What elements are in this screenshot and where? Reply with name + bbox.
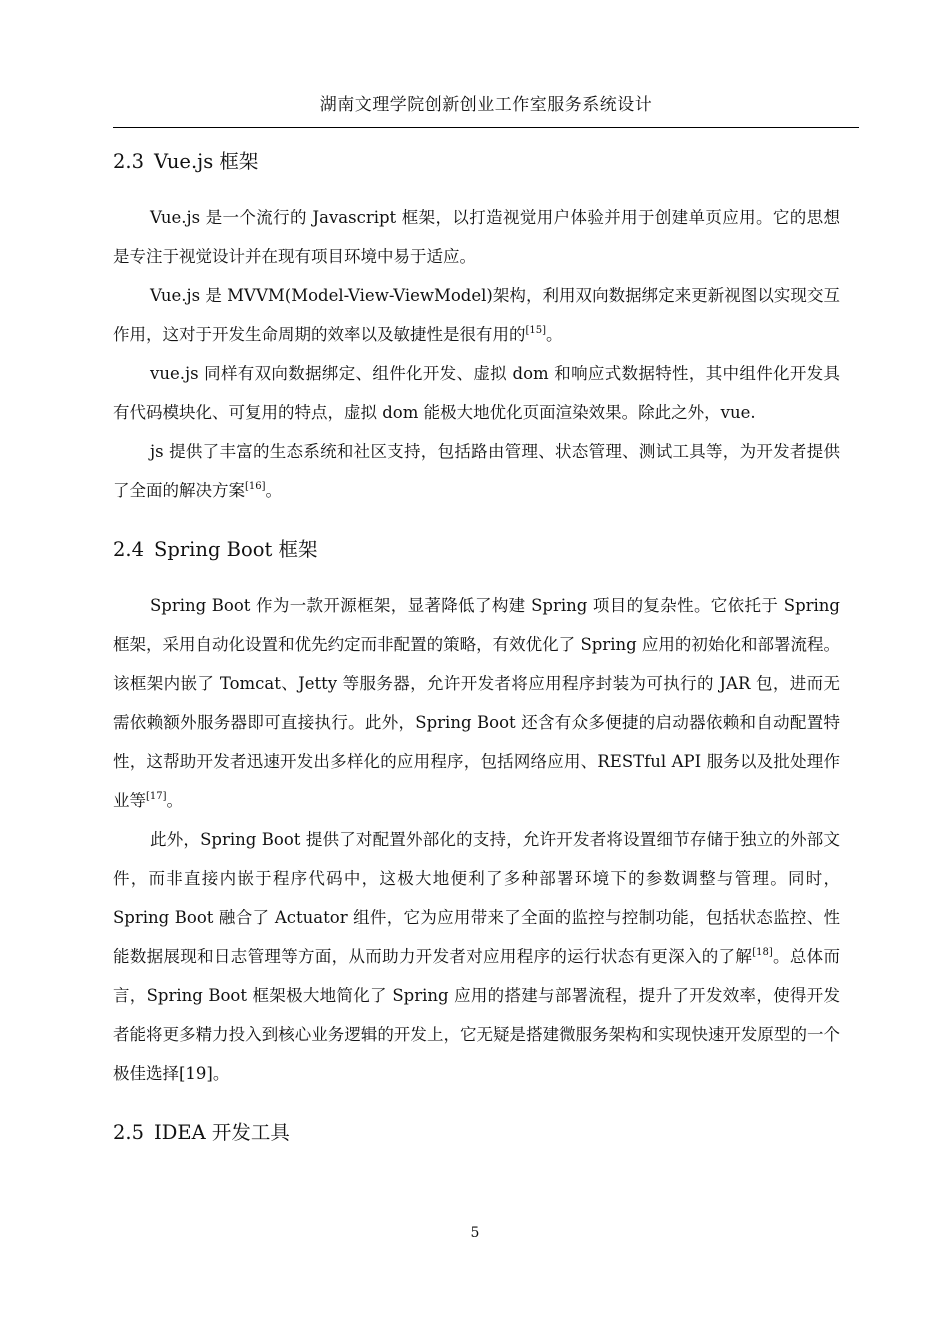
header-divider (113, 127, 859, 128)
section-title: Spring Boot 框架 (154, 538, 318, 561)
section-heading-2-3 (113, 148, 840, 176)
paragraph-text: 此外，Spring Boot 提供了对配置外部化的支持，允许开发者将设置细节存储于独立的外部文件，而非直接内嵌于程序代码中，这极大地便利了多种部署环境下的参数调整与管理。同时，Spring Boot 融合了 Actuator 组件，它为应用带来了全面的监控与控制功能，包括状态监控、性能数据展现和日志管理等方面，从而助力开发者对应用程序的运行状态有更深入的了解 (113, 830, 840, 966)
paragraph (113, 276, 840, 354)
paragraph (113, 820, 840, 1093)
page-header: 湖南文理学院创新创业工作室服务系统设计 (319, 95, 653, 115)
citation-ref: [17] (146, 791, 167, 802)
citation-ref: [15] (525, 325, 547, 336)
section-number: 2.3 (113, 150, 145, 173)
paragraph-tail: 。 (265, 481, 283, 500)
paragraph-text: Vue.js 是 MVVM(Model-View-ViewModel)架构，利用双向数据绑定来更新视图以实现交互作用，这对于开发生命周期的效率以及敏捷性是很有用的 (113, 286, 840, 344)
page-number: 5 (470, 1225, 480, 1241)
page-body (113, 140, 840, 1147)
paragraph-tail: 。 (166, 791, 184, 810)
paragraph-text: vue.js 同样有双向数据绑定、组件化开发、虚拟 dom 和响应式数据特性，其中组件化开发具有代码模块化、可复用的特点，虚拟 dom 能极大地优化页面渲染效果。除此之外，vue. (113, 364, 840, 422)
section-heading-2-4 (113, 536, 840, 564)
paragraph (113, 432, 840, 510)
section-number: 2.4 (113, 538, 145, 561)
section-title: IDEA 开发工具 (154, 1121, 290, 1144)
paragraph-tail: 。总体而言，Spring Boot 框架极大地简化了 Spring 应用的搭建与部署流程，提升了开发效率，使得开发者能将更多精力投入到核心业务逻辑的开发上，它无疑是搭建微服务架构和实现快速开发原型的一个极佳选择[19]。 (113, 947, 841, 1083)
citation-ref: [18] (752, 947, 773, 958)
section-heading-2-5 (113, 1119, 840, 1147)
section-title: Vue.js 框架 (154, 150, 259, 173)
paragraph (113, 354, 840, 432)
paragraph (113, 586, 840, 820)
paragraph-text: js 提供了丰富的生态系统和社区支持，包括路由管理、状态管理、测试工具等，为开发者提供了全面的解决方案 (113, 442, 840, 500)
citation-ref: [16] (245, 481, 266, 492)
paragraph-text: Vue.js 是一个流行的 Javascript 框架，以打造视觉用户体验并用于创建单页应用。它的思想是专注于视觉设计并在现有项目环境中易于适应。 (113, 208, 840, 266)
paragraph-tail: 。 (546, 325, 563, 344)
section-number: 2.5 (113, 1121, 145, 1144)
paragraph (113, 198, 840, 276)
paragraph-text: Spring Boot 作为一款开源框架，显著降低了构建 Spring 项目的复杂性。它依托于 Spring 框架，采用自动化设置和优先约定而非配置的策略，有效优化了 Spring 应用的初始化和部署流程。该框架内嵌了 Tomcat、Jetty 等服务器，允许开发者将应用程序封装为可执行的 JAR 包，进而无需依赖额外服务器即可直接执行。此外，Spring Boot 还含有众多便捷的启动器依赖和自动配置特性，这帮助开发者迅速开发出多样化的应用程序，包括网络应用、RESTful API 服务以及批处理作业等 (113, 596, 840, 810)
